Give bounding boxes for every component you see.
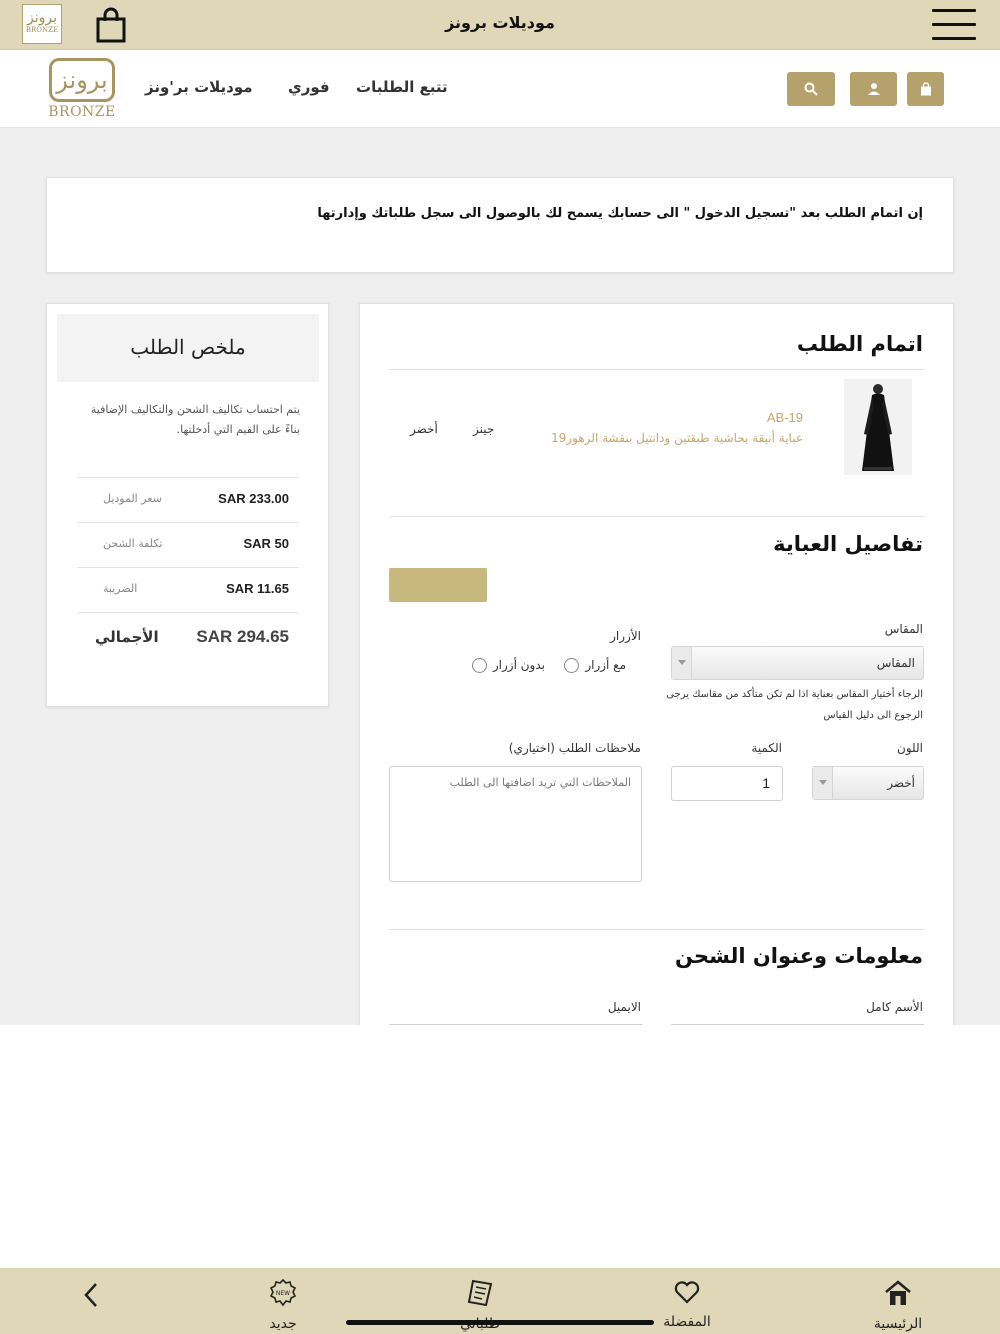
product-fabric: جينز: [473, 422, 495, 436]
summary-row-tax: [77, 567, 299, 612]
bottom-nav-home-label: الرئيسية: [873, 1316, 923, 1332]
user-icon: [867, 82, 881, 96]
product-thumbnail[interactable]: [844, 379, 912, 475]
summary-row-total: [77, 612, 299, 662]
full-name-label: الأسم كامل: [866, 1000, 923, 1014]
logo-arabic: برونز: [26, 10, 57, 26]
quantity-label: الكمية: [751, 741, 782, 755]
home-indicator: [346, 1320, 654, 1325]
product-code: AB-19: [766, 410, 803, 425]
size-help-text: الرجاء أختيار المقاس بعناية اذا لم تكن متأكد من مقاسك يرجى الرجوع الى دليل القياس: [666, 689, 923, 721]
summary-row-shipping: [77, 522, 299, 567]
product-description[interactable]: عباية أنيقة بحاشية طبقتين ودانتيل بنقشة الزهور19: [551, 431, 803, 445]
chevron-down-icon: [672, 647, 692, 679]
account-button[interactable]: [850, 72, 897, 106]
heart-icon: [673, 1278, 701, 1306]
summary-row-model-price: [77, 477, 299, 522]
size-select[interactable]: [671, 646, 924, 680]
login-notice-text: إن اتمام الطلب بعد "تسجيل الدخول " الى حسابك يسمح لك بالوصول الى سجل طلباتك وإدارتها: [317, 206, 923, 221]
bottom-nav-new[interactable]: [258, 1278, 308, 1332]
search-button[interactable]: [787, 72, 835, 106]
checkout-panel: [359, 303, 954, 1025]
checkout-content: [0, 128, 1000, 1025]
nav-bronze-models[interactable]: موديلات بر'ونز: [145, 78, 253, 96]
product-color: أخضر: [410, 422, 438, 436]
quantity-input[interactable]: 1: [671, 766, 783, 801]
search-icon: [804, 82, 818, 96]
summary-total-value: SAR 294.65: [196, 627, 289, 646]
with-buttons-label: مع أزرار: [585, 658, 626, 672]
chevron-down-icon: [813, 767, 833, 799]
bottom-nav-new-label: جديد: [269, 1316, 297, 1332]
notes-label: ملاحظات الطلب (اختياري): [508, 741, 641, 755]
app-title: موديلات برونز: [445, 13, 555, 32]
summary-total-label: الأجمالي: [95, 628, 159, 646]
order-summary: [46, 303, 329, 707]
cart-bag-icon: [920, 83, 932, 96]
summary-value: SAR 11.65: [226, 581, 289, 596]
size-select-value: المقاس: [876, 656, 915, 670]
divider: [389, 516, 924, 517]
size-label: المقاس: [884, 622, 923, 636]
without-buttons-label: بدون أزرار: [492, 658, 545, 672]
email-label: الايميل: [607, 1000, 641, 1014]
brand-logo-english: BRONZE: [48, 104, 116, 120]
color-select-value: أخضر: [887, 776, 915, 790]
with-buttons-radio[interactable]: [564, 658, 579, 673]
abaya-details-title: تفاصيل العباية: [773, 532, 923, 556]
brand-logo-arabic: برونز: [49, 58, 115, 102]
order-notes-placeholder: الملاحظات التي تريد اضافتها الى الطلب: [449, 776, 631, 789]
bottom-nav-favorites-label: المفضلة: [663, 1314, 711, 1330]
order-summary-title: ملخص الطلب: [57, 314, 319, 382]
summary-label: الضريبة: [103, 582, 138, 595]
back-button[interactable]: [82, 1282, 102, 1312]
site-header: [0, 50, 1000, 128]
hamburger-menu-icon[interactable]: [932, 5, 976, 43]
bottom-nav-home[interactable]: [866, 1278, 930, 1332]
new-badge-icon: [268, 1278, 298, 1308]
order-summary-note: يتم احتساب تكاليف الشحن والتكاليف الإضافية بناءً على القيم التي أدخلتها.: [90, 403, 300, 436]
nav-fawry[interactable]: فوري: [288, 78, 330, 96]
summary-label: سعر الموديل: [103, 492, 162, 505]
divider: [389, 929, 924, 930]
abaya-image: [844, 379, 912, 475]
nav-track-orders[interactable]: تتبع الطلبات: [356, 78, 448, 96]
color-label: اللون: [897, 741, 923, 755]
chevron-left-icon: [82, 1282, 102, 1308]
bottom-nav-favorites[interactable]: [656, 1278, 718, 1330]
checkout-title: اتمام الطلب: [796, 332, 923, 356]
color-select[interactable]: [812, 766, 924, 800]
email-input[interactable]: [389, 1024, 642, 1025]
brand-logo[interactable]: [46, 58, 118, 122]
top-app-bar: [0, 0, 1000, 50]
full-name-input[interactable]: [671, 1024, 924, 1025]
order-notes-textarea[interactable]: [389, 766, 642, 882]
shipping-title: معلومات وعنوان الشحن: [675, 944, 923, 968]
receipt-icon: [465, 1278, 495, 1308]
summary-value: SAR 50: [243, 536, 289, 551]
buttons-label: الأزرار: [610, 629, 641, 643]
size-guide-button[interactable]: [389, 568, 487, 602]
summary-value: SAR 233.00: [218, 491, 289, 506]
divider: [389, 369, 924, 370]
login-notice: [46, 177, 954, 273]
summary-label: تكلفة الشحن: [103, 537, 163, 550]
logo-english: BRONZE: [25, 26, 59, 34]
cart-button[interactable]: [907, 72, 944, 106]
svg-text:NEW: NEW: [275, 1290, 291, 1297]
without-buttons-radio[interactable]: [472, 658, 487, 673]
home-icon: [883, 1278, 913, 1308]
